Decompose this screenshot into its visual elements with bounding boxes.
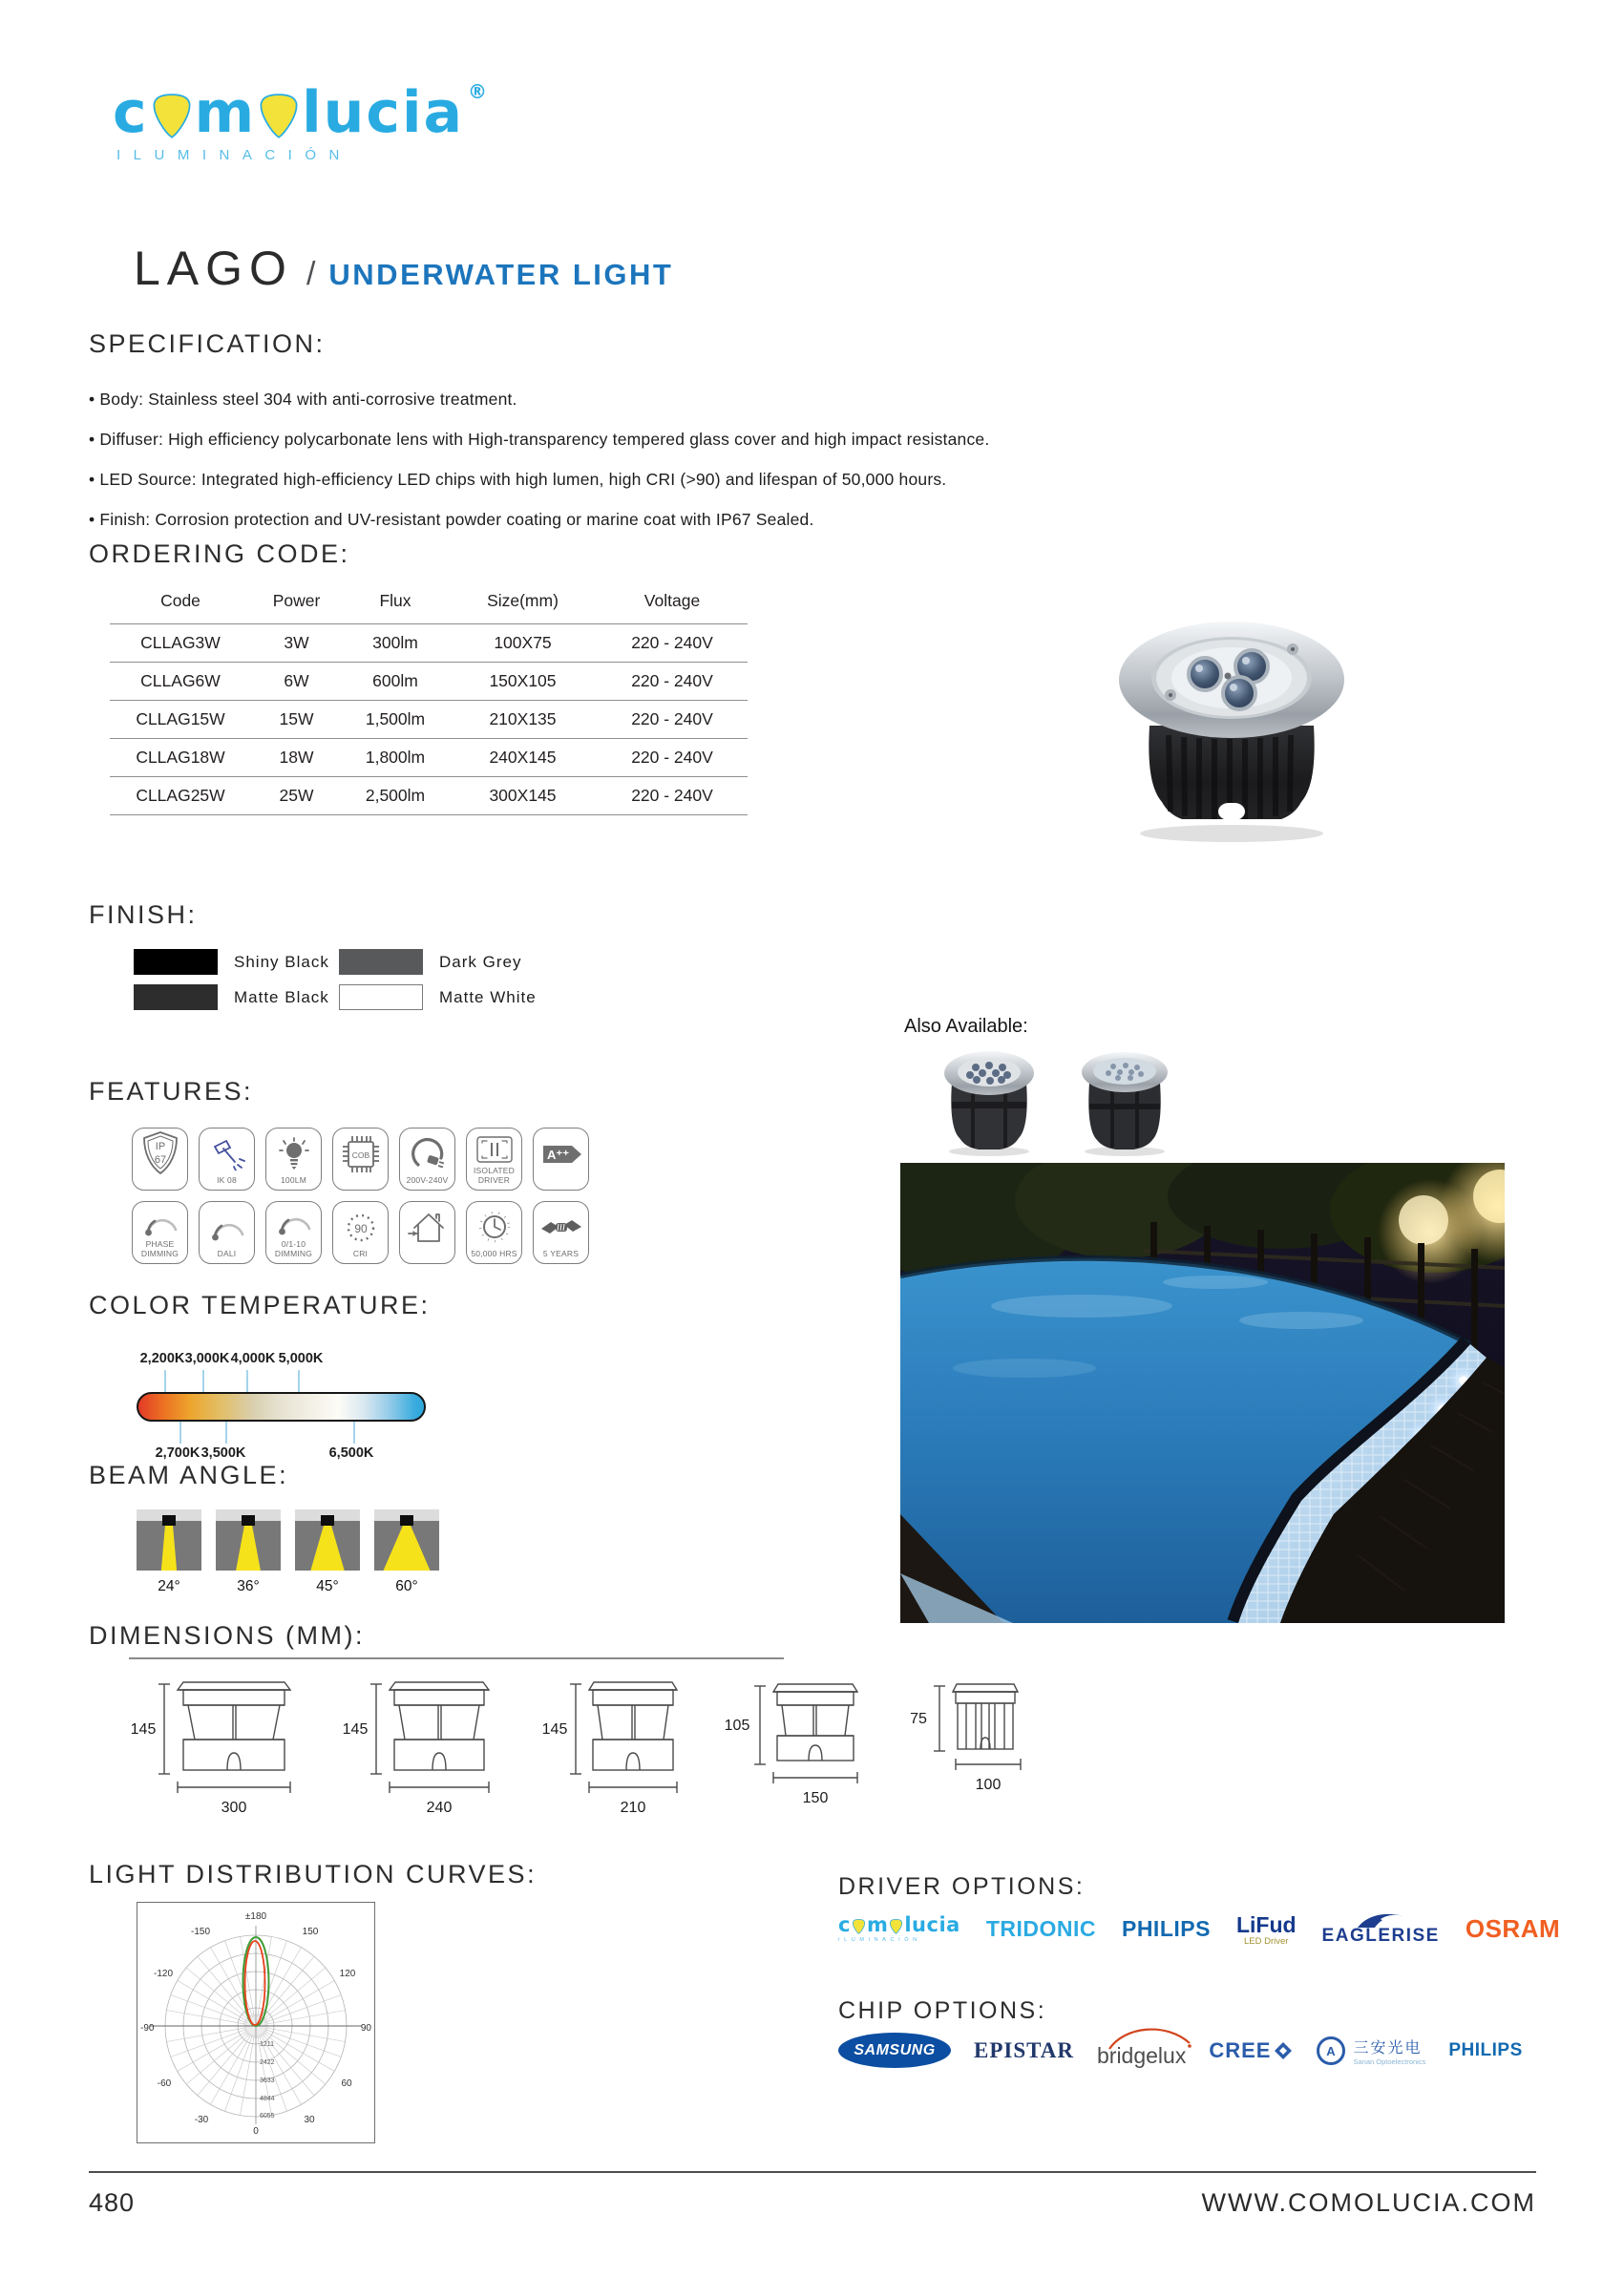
product-category: UNDERWATER LIGHT xyxy=(328,258,674,291)
cree-logo: CREE xyxy=(1209,2038,1293,2063)
beam-angle-60: 60° xyxy=(374,1509,439,1595)
brand-wordmark xyxy=(113,79,490,146)
dimension-drawing-240 xyxy=(336,1678,517,1828)
cob-chip-icon xyxy=(339,1131,383,1177)
feature-indoor-outdoor xyxy=(399,1201,455,1264)
finish-section xyxy=(89,900,578,1010)
lifud-logo: LiFud LED Driver xyxy=(1235,1911,1297,1947)
svg-text:300: 300 xyxy=(221,1800,247,1816)
finish-options xyxy=(134,949,578,1010)
ordering-code-section xyxy=(89,539,748,815)
features-section xyxy=(89,1077,589,1264)
dimensions-rule xyxy=(129,1657,784,1659)
beam-angle-section xyxy=(89,1461,439,1595)
logo-pick-icon xyxy=(852,1919,866,1934)
svg-text:105: 105 xyxy=(724,1718,750,1734)
feature-ip67 xyxy=(132,1128,188,1191)
dimension-drawing-150 xyxy=(718,1680,880,1819)
logo-pick-icon xyxy=(151,94,193,139)
feature-dali: DALI xyxy=(199,1201,255,1264)
specification-section xyxy=(89,329,989,550)
svg-text:0: 0 xyxy=(253,2126,259,2137)
svg-text:-60: -60 xyxy=(157,2078,172,2089)
svg-text:150: 150 xyxy=(302,1927,319,1937)
logo-letter: lucia xyxy=(302,79,465,146)
feature-warranty: 5 YEARS xyxy=(533,1201,589,1264)
dark-grey-swatch xyxy=(339,949,423,975)
svg-text:4844: 4844 xyxy=(260,2096,275,2102)
house-icon xyxy=(407,1205,449,1251)
feature-0-10-dimming: 0/1-10 DIMMING xyxy=(265,1201,322,1264)
application-photo xyxy=(900,1163,1505,1623)
chip-brand-logos xyxy=(838,2032,1526,2069)
dimmer-dial-icon xyxy=(141,1205,179,1240)
product-name: LAGO xyxy=(134,242,293,295)
polar-distribution-chart xyxy=(137,1902,375,2143)
brand-logo xyxy=(113,79,490,163)
svg-text:-30: -30 xyxy=(194,2115,209,2125)
beam-angle-tiles xyxy=(137,1509,439,1595)
tridonic-logo: TRIDONIC xyxy=(985,1916,1096,1941)
matte-black-swatch xyxy=(134,984,218,1010)
svg-text:A: A xyxy=(1326,2043,1337,2058)
underwater-light-image xyxy=(1088,592,1375,850)
dimension-drawing-100 xyxy=(901,1680,1035,1804)
feature-phase-dimming: PHASE DIMMING xyxy=(132,1201,188,1264)
feature-voltage: 200V-240V xyxy=(399,1128,455,1191)
energy-label-icon xyxy=(539,1131,583,1177)
clock-icon xyxy=(475,1205,514,1250)
svg-text:-120: -120 xyxy=(153,1969,174,1979)
finish-heading: FINISH: xyxy=(89,900,198,929)
feature-ik08: IK 08 xyxy=(199,1128,255,1191)
feature-lifetime: 50,000 HRS xyxy=(466,1201,522,1264)
spec-bullet: • Body: Stainless steel 304 with anti-corrosive treatment. xyxy=(89,390,517,409)
finish-option: Matte White xyxy=(339,984,578,1010)
feature-cob xyxy=(332,1128,389,1191)
also-available-label: Also Available: xyxy=(904,1016,1028,1037)
beam-angle-45: 45° xyxy=(295,1509,360,1595)
svg-text:-150: -150 xyxy=(190,1927,211,1937)
feature-cri: 90 CRI xyxy=(332,1201,389,1264)
svg-text:90: 90 xyxy=(353,1221,368,1235)
page-number: 480 xyxy=(89,2188,136,2217)
col-power: Power xyxy=(272,591,321,610)
bridgelux-arc-icon xyxy=(1107,2026,1192,2051)
svg-text:75: 75 xyxy=(910,1711,927,1727)
dimension-drawing-210 xyxy=(538,1678,705,1828)
dimmer-dial-icon xyxy=(275,1205,313,1240)
svg-text:2422: 2422 xyxy=(260,2059,275,2066)
page-title xyxy=(134,241,673,296)
spec-bullet: • Finish: Corrosion protection and UV-resistant powder coating or marine coat with IP67 Sealed. xyxy=(89,510,814,529)
dimension-drawing-300 xyxy=(122,1678,323,1828)
logo-letter: c xyxy=(113,79,149,146)
epistar-logo: EPISTAR xyxy=(974,2037,1074,2062)
dimensions-heading: DIMENSIONS (MM): xyxy=(89,1621,365,1650)
svg-text:A⁺⁺: A⁺⁺ xyxy=(546,1148,569,1162)
svg-text:240: 240 xyxy=(426,1800,453,1816)
finish-option: Shiny Black xyxy=(134,949,339,975)
footer-rule xyxy=(89,2171,1536,2173)
svg-text:1211: 1211 xyxy=(260,2041,275,2048)
chip-options-heading: CHIP OPTIONS: xyxy=(838,1997,1047,2024)
table-row: CLLAG18W 18W 1,800lm 240X145 220 - 240V xyxy=(110,739,748,777)
color-temp-scale: 2,200K 3,000K 4,000K 5,000K 2,700K 3,500K 6,500K xyxy=(89,1320,490,1464)
title-separator: / xyxy=(306,256,316,292)
sanan-logo: A 三安光电 Sanan Optoelectronics xyxy=(1316,2035,1425,2066)
product-photo xyxy=(1088,592,1375,854)
registered-mark: ® xyxy=(468,80,490,103)
col-voltage: Voltage xyxy=(643,591,701,610)
philips-logo: PHILIPS xyxy=(1121,1916,1211,1941)
col-code: Code xyxy=(160,591,200,610)
shiny-black-swatch xyxy=(134,949,218,975)
finish-option: Dark Grey xyxy=(339,949,578,975)
dimmer-dial-icon xyxy=(208,1205,246,1250)
color-temperature-section xyxy=(89,1291,490,1464)
driver-options-heading: DRIVER OPTIONS: xyxy=(838,1873,1086,1900)
table-row: CLLAG3W 3W 300lm 100X75 220 - 240V xyxy=(110,624,748,663)
svg-text:30: 30 xyxy=(304,2115,315,2125)
finish-option: Matte Black xyxy=(134,984,339,1010)
svg-text:6055: 6055 xyxy=(260,2113,275,2120)
beam-angle-24: 24° xyxy=(137,1509,201,1595)
table-row: CLLAG15W 15W 1,500lm 210X135 220 - 240V xyxy=(110,701,748,739)
svg-text:60: 60 xyxy=(341,2078,352,2089)
samsung-logo: SAMSUNG xyxy=(838,2033,951,2068)
brand-subtitle: ILUMINACIÓN xyxy=(116,147,352,163)
svg-text:±180: ±180 xyxy=(244,1911,267,1922)
svg-text:145: 145 xyxy=(541,1721,568,1738)
pool-night-scene xyxy=(900,1163,1505,1623)
svg-text:210: 210 xyxy=(620,1800,646,1816)
spec-bullet: • LED Source: Integrated high-efficiency LED chips with high lumen, high CRI (>90) and lifespan of 50,000 hours. xyxy=(89,470,947,489)
specification-list xyxy=(89,390,989,530)
variant-photo-9led xyxy=(1076,1043,1173,1159)
beam-angle-heading: BEAM ANGLE: xyxy=(89,1461,289,1489)
svg-text:145: 145 xyxy=(342,1721,369,1738)
ordering-heading: ORDERING CODE: xyxy=(89,539,350,568)
feature-100lm: 100LM xyxy=(265,1128,322,1191)
color-temperature-gradient-bar xyxy=(137,1392,426,1422)
svg-text:145: 145 xyxy=(130,1721,157,1738)
light-distribution-heading: LIGHT DISTRIBUTION CURVES: xyxy=(89,1860,538,1888)
svg-text:150: 150 xyxy=(802,1790,829,1806)
plug-icon xyxy=(409,1131,447,1176)
osram-logo: OSRAM xyxy=(1465,1914,1561,1943)
feature-isolated-driver: ISOLATED DRIVER xyxy=(466,1128,522,1191)
table-header-row xyxy=(110,582,748,624)
col-flux: Flux xyxy=(379,591,411,610)
svg-text:3633: 3633 xyxy=(260,2078,275,2084)
beam-angle-36: 36° xyxy=(216,1509,281,1595)
bridgelux-logo: bridgelux xyxy=(1097,2032,1186,2069)
specification-heading: SPECIFICATION: xyxy=(89,329,326,358)
svg-text:90: 90 xyxy=(360,2023,371,2034)
col-size: Size(mm) xyxy=(487,591,559,610)
logo-pick-icon xyxy=(889,1919,903,1934)
feature-energy-class xyxy=(533,1128,589,1191)
bulb-icon xyxy=(276,1131,312,1176)
logo-pick-icon xyxy=(258,94,300,139)
cree-diamond-icon xyxy=(1274,2041,1293,2060)
spec-bullet: • Diffuser: High efficiency polycarbonate lens with High-transparency tempered glass cover and high impact resistance. xyxy=(89,430,990,449)
features-heading: FEATURES: xyxy=(89,1077,254,1106)
svg-text:-90: -90 xyxy=(140,2023,155,2034)
svg-text:67: 67 xyxy=(154,1154,166,1166)
driver-brand-logos xyxy=(838,1911,1561,1947)
eaglerise-logo: EAGLERISE xyxy=(1322,1911,1440,1947)
svg-text:100: 100 xyxy=(975,1777,1002,1793)
color-temp-heading: COLOR TEMPERATURE: xyxy=(89,1291,431,1319)
feature-tiles xyxy=(132,1128,589,1264)
ordering-table xyxy=(110,582,748,815)
svg-text:COB: COB xyxy=(351,1150,369,1160)
sanan-emblem-icon xyxy=(1316,2035,1346,2066)
isolated-driver-icon xyxy=(475,1131,515,1167)
footer-website: WWW.COMOLUCIA.COM xyxy=(1201,2188,1536,2217)
handshake-icon xyxy=(540,1205,582,1250)
table-row: CLLAG25W 25W 2,500lm 300X145 220 - 240V xyxy=(110,777,748,815)
cri-ring-icon xyxy=(342,1205,380,1250)
philips-chip-logo: PHILIPS xyxy=(1448,2039,1523,2060)
ip67-shield-icon xyxy=(139,1129,181,1177)
svg-text:IP: IP xyxy=(155,1141,165,1152)
also-available-products xyxy=(940,1043,1173,1159)
comolucia-logo: c m lucia ILUMINACIÓN xyxy=(838,1913,960,1943)
matte-white-swatch xyxy=(339,984,423,1010)
logo-letter: m xyxy=(194,79,257,146)
hammer-icon xyxy=(208,1131,246,1176)
variant-photo-12led xyxy=(940,1043,1038,1159)
svg-text:120: 120 xyxy=(339,1969,356,1979)
table-row: CLLAG6W 6W 600lm 150X105 220 - 240V xyxy=(110,663,748,701)
